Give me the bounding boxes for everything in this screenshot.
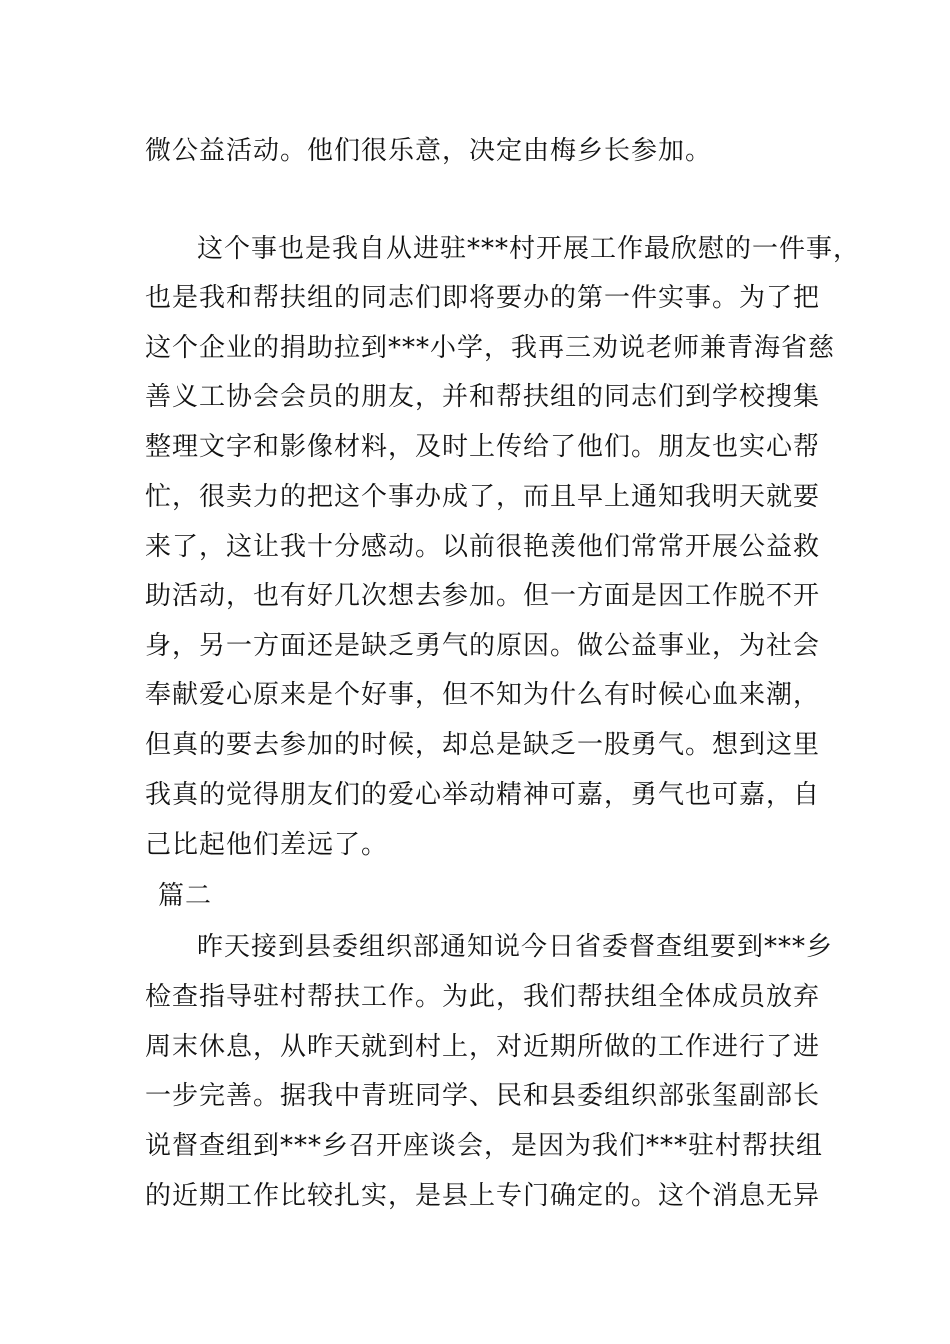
text-line: 微公益活动。他们很乐意，决定由梅乡长参加。 [145,136,713,166]
text-line: 但真的要去参加的时候，却总是缺乏一股勇气。想到这里 [145,730,821,760]
text-line: 也是我和帮扶组的同志们即将要办的第一件实事。为了把 [145,283,821,313]
text-line: 检查指导驻村帮扶工作。为此，我们帮扶组全体成员放弃 [145,982,821,1012]
section-heading: 篇二 [158,881,213,911]
text-line: 这个企业的捐助拉到***小学，我再三劝说老师兼青海省慈 [145,333,836,363]
text-line: 来了，这让我十分感动。以前很艳羡他们常常开展公益救 [145,532,821,562]
text-line: 奉献爱心原来是个好事，但不知为什么有时候心血来潮， [145,680,821,710]
text-line: 我真的觉得朋友们的爱心举动精神可嘉，勇气也可嘉，自 [145,780,821,810]
text-line: 说督查组到***乡召开座谈会，是因为我们***驻村帮扶组 [145,1131,824,1161]
text-line: 昨天接到县委组织部通知说今日省委督查组要到***乡 [197,932,834,962]
text-line: 身，另一方面还是缺乏勇气的原因。做公益事业，为社会 [145,631,821,661]
text-line: 的近期工作比较扎实，是县上专门确定的。这个消息无异 [145,1181,821,1211]
text-line: 这个事也是我自从进驻***村开展工作最欣慰的一件事， [197,234,861,264]
text-line: 己比起他们差远了。 [145,830,389,860]
text-line: 善义工协会会员的朋友，并和帮扶组的同志们到学校搜集 [145,382,821,412]
text-line: 忙，很卖力的把这个事办成了，而且早上通知我明天就要 [145,482,821,512]
text-line: 助活动，也有好几次想去参加。但一方面是因工作脱不开 [145,581,821,611]
text-line: 整理文字和影像材料，及时上传给了他们。朋友也实心帮 [145,432,821,462]
text-line: 一步完善。据我中青班同学、民和县委组织部张玺副部长 [145,1081,821,1111]
text-line: 周末休息，从昨天就到村上，对近期所做的工作进行了进 [145,1032,821,1062]
